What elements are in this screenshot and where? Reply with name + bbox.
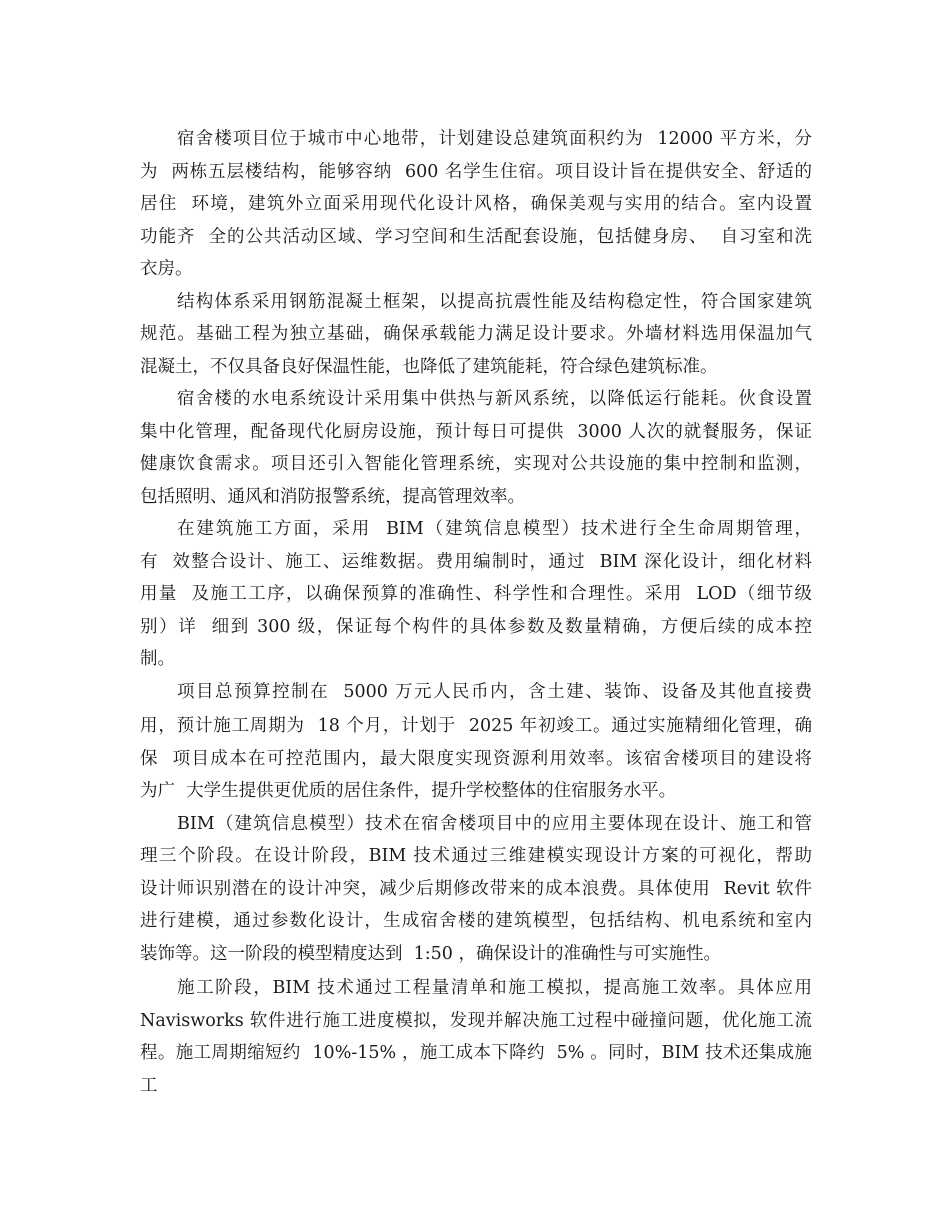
text-line: 宿舍楼项目位于城市中心地带，计划建设总建筑面积约为 12000 平方米，分 (177, 129, 812, 149)
text-line: 程。施工周期缩短约 10%-15% ，施工成本下降约 5% 。同时，BIM 技术还集成施 (140, 1043, 812, 1063)
text-line: 工 (140, 1075, 158, 1096)
text-line: 有 效整合设计、施工、运维数据。费用编制时，通过 BIM 深化设计，细化材料 (140, 551, 812, 572)
text-line: 为广 大学生提供更优质的居住条件，提升学校整体的住宿服务水平。 (140, 781, 677, 801)
text-line: 项目总预算控制在 5000 万元人民币内，含土建、装饰、设备及其他直接费 (177, 681, 812, 702)
text-line: 衣房。 (140, 259, 193, 279)
text-line: BIM（建筑信息模型）技术在宿舍楼项目中的应用主要体现在设计、施工和管 (177, 813, 812, 834)
text-line: 施工阶段，BIM 技术通过工程量清单和施工模拟，提高施工效率。具体应用 (177, 978, 812, 998)
paragraph-project-overview (140, 123, 812, 286)
text-line: 包括照明、通风和消防报警系统，提高管理效率。 (140, 486, 525, 507)
paragraph-bim-design-phase (140, 808, 812, 971)
text-line: 健康饮食需求。项目还引入智能化管理系统，实现对公共设施的集中控制和监测， (140, 454, 812, 474)
text-line: 进行建模，通过参数化设计，生成宿舍楼的建筑模型，包括结构、机电系统和室内 (140, 911, 812, 931)
text-line: 功能齐 全的公共活动区域、学习空间和生活配套设施，包括健身房、 自习室和洗 (140, 226, 812, 247)
text-line: Navisworks 软件进行施工进度模拟，发现并解决施工过程中碰撞问题，优化施工流 (140, 1010, 812, 1031)
text-line: 混凝土，不仅具备良好保温性能，也降低了建筑能耗，符合绿色建筑标准。 (140, 356, 718, 377)
paragraph-bim-construction-phase (140, 972, 812, 1102)
text-line: 装饰等。这一阶段的模型精度达到 1:50 ，确保设计的准确性与可实施性。 (140, 943, 721, 964)
document-body (140, 123, 812, 1102)
text-line: 规范。基础工程为独立基础，确保承载能力满足设计要求。外墙材料选用保温加气 (140, 324, 812, 344)
text-line: 结构体系采用钢筋混凝土框架，以提高抗震性能及结构稳定性，符合国家建筑 (177, 291, 812, 312)
text-line: 制。 (140, 649, 175, 669)
text-line: 宿舍楼的水电系统设计采用集中供热与新风系统，以降低运行能耗。伙食设置 (177, 389, 812, 409)
text-line: 为 两栋五层楼结构，能够容纳 600 名学生住宿。项目设计旨在提供安全、舒适的 (140, 161, 812, 182)
text-line: 集中化管理，配备现代化厨房设施，预计每日可提供 3000 人次的就餐服务，保证 (140, 421, 812, 442)
paragraph-structure-system (140, 286, 812, 384)
text-line: 设计师识别潜在的设计冲突，减少后期修改带来的成本浪费。具体使用 Revit 软件 (140, 878, 812, 899)
text-line: 别）详 细到 300 级，保证每个构件的具体参数及数量精确，方便后续的成本控 (140, 616, 812, 637)
paragraph-budget-schedule (140, 676, 812, 808)
text-line: 居住 环境，建筑外立面采用现代化设计风格，确保美观与实用的结合。室内设置 (140, 194, 812, 214)
text-line: 保 项目成本在可控范围内，最大限度实现资源利用效率。该宿舍楼项目的建设将 (140, 748, 812, 769)
paragraph-bim-construction (140, 513, 812, 676)
text-line: 理三个阶段。在设计阶段，BIM 技术通过三维建模实现设计方案的可视化，帮助 (140, 846, 812, 866)
paragraph-utilities-system (140, 383, 812, 513)
text-line: 用，预计施工周期为 18 个月，计划于 2025 年初竣工。通过实施精细化管理，确 (140, 716, 812, 736)
text-line: 用量 及施工工序，以确保预算的准确性、科学性和合理性。采用 LOD（细节级 (140, 584, 812, 604)
text-line: 在建筑施工方面，采用 BIM（建筑信息模型）技术进行全生命周期管理， (177, 519, 812, 539)
